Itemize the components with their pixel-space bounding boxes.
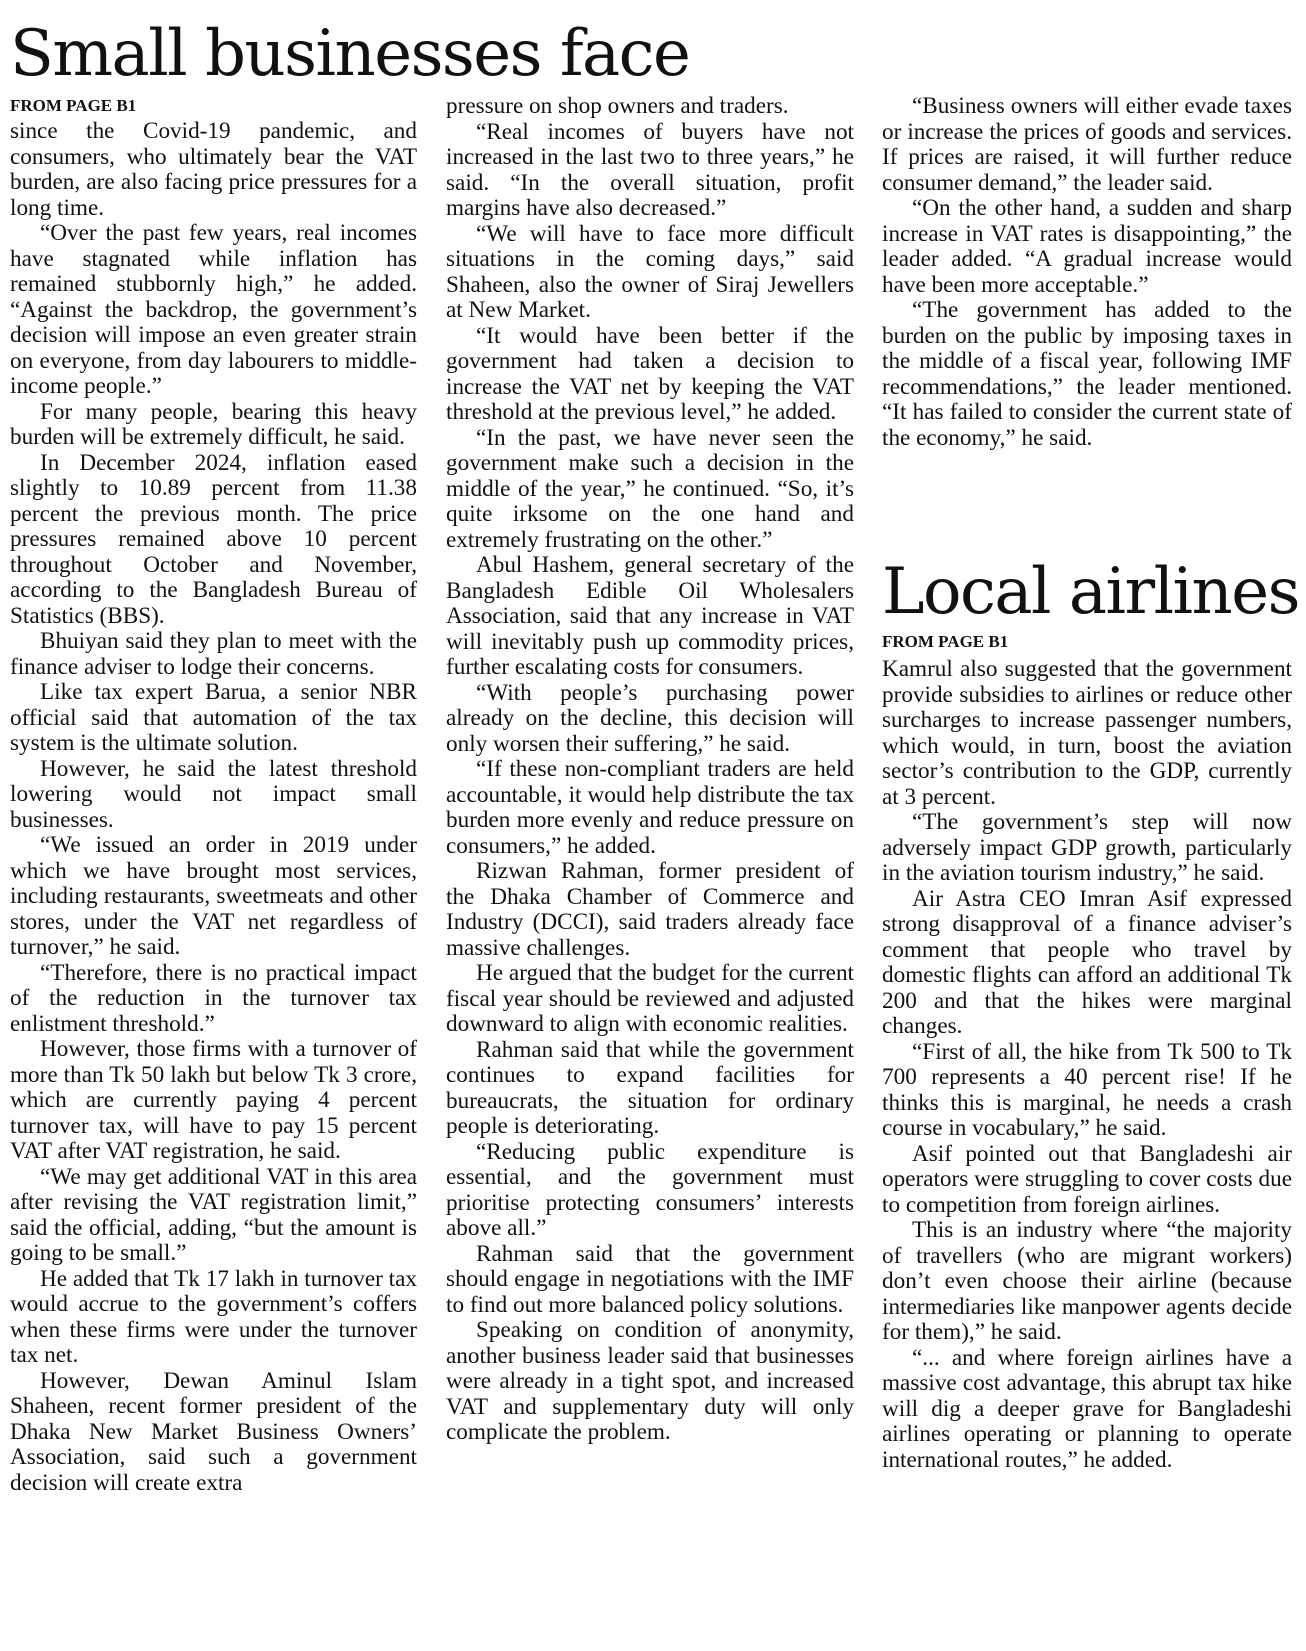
headline-small-businesses: Small businesses face <box>10 17 690 91</box>
paragraph: Air Astra CEO Imran Asif expressed strong disapproval of a finance adviser’s comment that people who travel by domestic flights can afford an additional Tk 200 and that the hikes were marginal changes. <box>882 885 1292 1039</box>
paragraph: He argued that the budget for the current fiscal year should be reviewed and adjusted downward to align with economic realities. <box>446 960 854 1037</box>
paragraph: “We may get additional VAT in this area after revising the VAT registration limit,” said the official, adding, “but the amount is going to be small.” <box>10 1163 417 1266</box>
paragraph: In December 2024, inflation eased slightly to 10.89 percent from 11.38 percent the previous month. The price pressures remained above 10 percent throughout October and November, according to the Bangladesh Bureau of Statistics (BBS). <box>10 449 417 629</box>
paragraph: Rahman said that while the government continues to expand facilities for bureaucrats, the situation for ordinary people is deteriorating. <box>446 1036 854 1139</box>
paragraph: “Real incomes of buyers have not increased in the last two to three years,” he said. “In the overall situation, profit margins have also decreased.” <box>446 118 854 221</box>
jump-kicker-article1: FROM PAGE B1 <box>10 96 137 115</box>
paragraph: “The government’s step will now adversely impact GDP growth, particularly in the aviation tourism industry,” he said. <box>882 809 1292 886</box>
paragraph: “Therefore, there is no practical impact of the reduction in the turnover tax enlistment threshold.” <box>10 959 417 1037</box>
paragraph: However, he said the latest threshold lowering would not impact small businesses. <box>10 755 417 833</box>
paragraph: However, Dewan Aminul Islam Shaheen, recent former president of the Dhaka New Market Business Owners’ Association, said such a government decision will create extra <box>10 1367 417 1496</box>
paragraph: pressure on shop owners and traders. <box>446 93 789 119</box>
paragraph: Abul Hashem, general secretary of the Bangladesh Edible Oil Wholesalers Association, said that any increase in VAT will inevitably push up commodity prices, further escalating costs for consumers. <box>446 552 854 680</box>
paragraph: He added that Tk 17 lakh in turnover tax would accrue to the government’s coffers when these firms were under the turnover tax net. <box>10 1265 417 1368</box>
paragraph: “We issued an order in 2019 under which we have brought most services, including restaurants, sweetmeats and other stores, under the VAT net regardless of turnover,” he said. <box>10 832 417 960</box>
article1-column-1 <box>10 119 417 1496</box>
paragraph: Bhuiyan said they plan to meet with the finance adviser to lodge their concerns. <box>10 628 417 680</box>
paragraph: “We will have to face more difficult situations in the coming days,” said Shaheen, also the owner of Siraj Jewellers at New Market. <box>446 220 854 323</box>
jump-kicker-article2: FROM PAGE B1 <box>882 632 1009 651</box>
article1-column-2 <box>446 94 854 1446</box>
paragraph: “First of all, the hike from Tk 500 to Tk 700 represents a 40 percent rise! If he thinks this is marginal, he needs a crash course in vocabulary,” he said. <box>882 1038 1292 1141</box>
paragraph: “In the past, we have never seen the government make such a decision in the middle of the year,” he continued. “So, it’s quite irksome on the one hand and extremely frustrating on the other.” <box>446 424 854 553</box>
paragraph: “Over the past few years, real incomes have stagnated while inflation has remained stubbornly high,” he added. “Against the backdrop, the government’s decision will impose an even greater strain on everyone, from day labourers to middle-income people.” <box>10 220 417 399</box>
paragraph: However, those firms with a turnover of more than Tk 50 lakh but below Tk 3 crore, which are currently paying 4 percent turnover tax, will have to pay 15 percent VAT after VAT registration, he said. <box>10 1036 417 1164</box>
headline-local-airlines: Local airlines <box>882 555 1299 629</box>
paragraph: “... and where foreign airlines have a massive cost advantage, this abrupt tax hike will dig a deeper grave for Bangladeshi airlines operating or planning to operate international routes,” he added. <box>882 1344 1292 1473</box>
paragraph: “Reducing public expenditure is essential, and the government must prioritise protecting consumers’ interests above all.” <box>446 1138 854 1241</box>
paragraph: Kamrul also suggested that the government provide subsidies to airlines or reduce other surcharges to increase passenger numbers, which would, in turn, boost the aviation sector’s contribution to the GDP, currently at 3 percent. <box>882 656 1292 810</box>
paragraph: Like tax expert Barua, a senior NBR official said that automation of the tax system is the ultimate solution. <box>10 679 417 756</box>
paragraph: Asif pointed out that Bangladeshi air operators were struggling to cover costs due to competition from foreign airlines. <box>882 1140 1292 1218</box>
paragraph: “Business owners will either evade taxes or increase the prices of goods and services. If prices are raised, it will further reduce consumer demand,” the leader said. <box>882 93 1292 196</box>
paragraph: “On the other hand, a sudden and sharp increase in VAT rates is disappointing,” the leader added. “A gradual increase would have been more acceptable.” <box>882 195 1292 298</box>
paragraph: This is an industry where “the majority of travellers (who are migrant workers) don’t even choose their airline (because intermediaries like manpower agents decide for them),” he said. <box>882 1217 1292 1345</box>
paragraph: “It would have been better if the government had taken a decision to increase the VAT net by keeping the VAT threshold at the previous level,” he added. <box>446 322 854 425</box>
paragraph: “With people’s purchasing power already on the decline, this decision will only worsen their suffering,” he said. <box>446 679 854 757</box>
article2-column <box>882 657 1292 1473</box>
paragraph: “If these non-compliant traders are held accountable, it would help distribute the tax burden more evenly and reduce pressure on consumers,” he added. <box>446 756 854 859</box>
paragraph: since the Covid-19 pandemic, and consumers, who ultimately bear the VAT burden, are also facing price pressures for a long time. <box>10 118 417 221</box>
paragraph: Rizwan Rahman, former president of the Dhaka Chamber of Commerce and Industry (DCCI), said traders already face massive challenges. <box>446 858 854 961</box>
paragraph: Speaking on condition of anonymity, another business leader said that businesses were already in a tight spot, and increased VAT and supplementary duty will only complicate the problem. <box>446 1317 854 1445</box>
paragraph: For many people, bearing this heavy burden will be extremely difficult, he said. <box>10 398 417 450</box>
paragraph: “The government has added to the burden on the public by imposing taxes in the middle of a fiscal year, following IMF recommendations,” the leader mentioned. “It has failed to consider the current state of the economy,” he said. <box>882 297 1292 451</box>
article1-column-3 <box>882 94 1292 451</box>
paragraph: Rahman said that the government should engage in negotiations with the IMF to find out more balanced policy solutions. <box>446 1240 854 1318</box>
